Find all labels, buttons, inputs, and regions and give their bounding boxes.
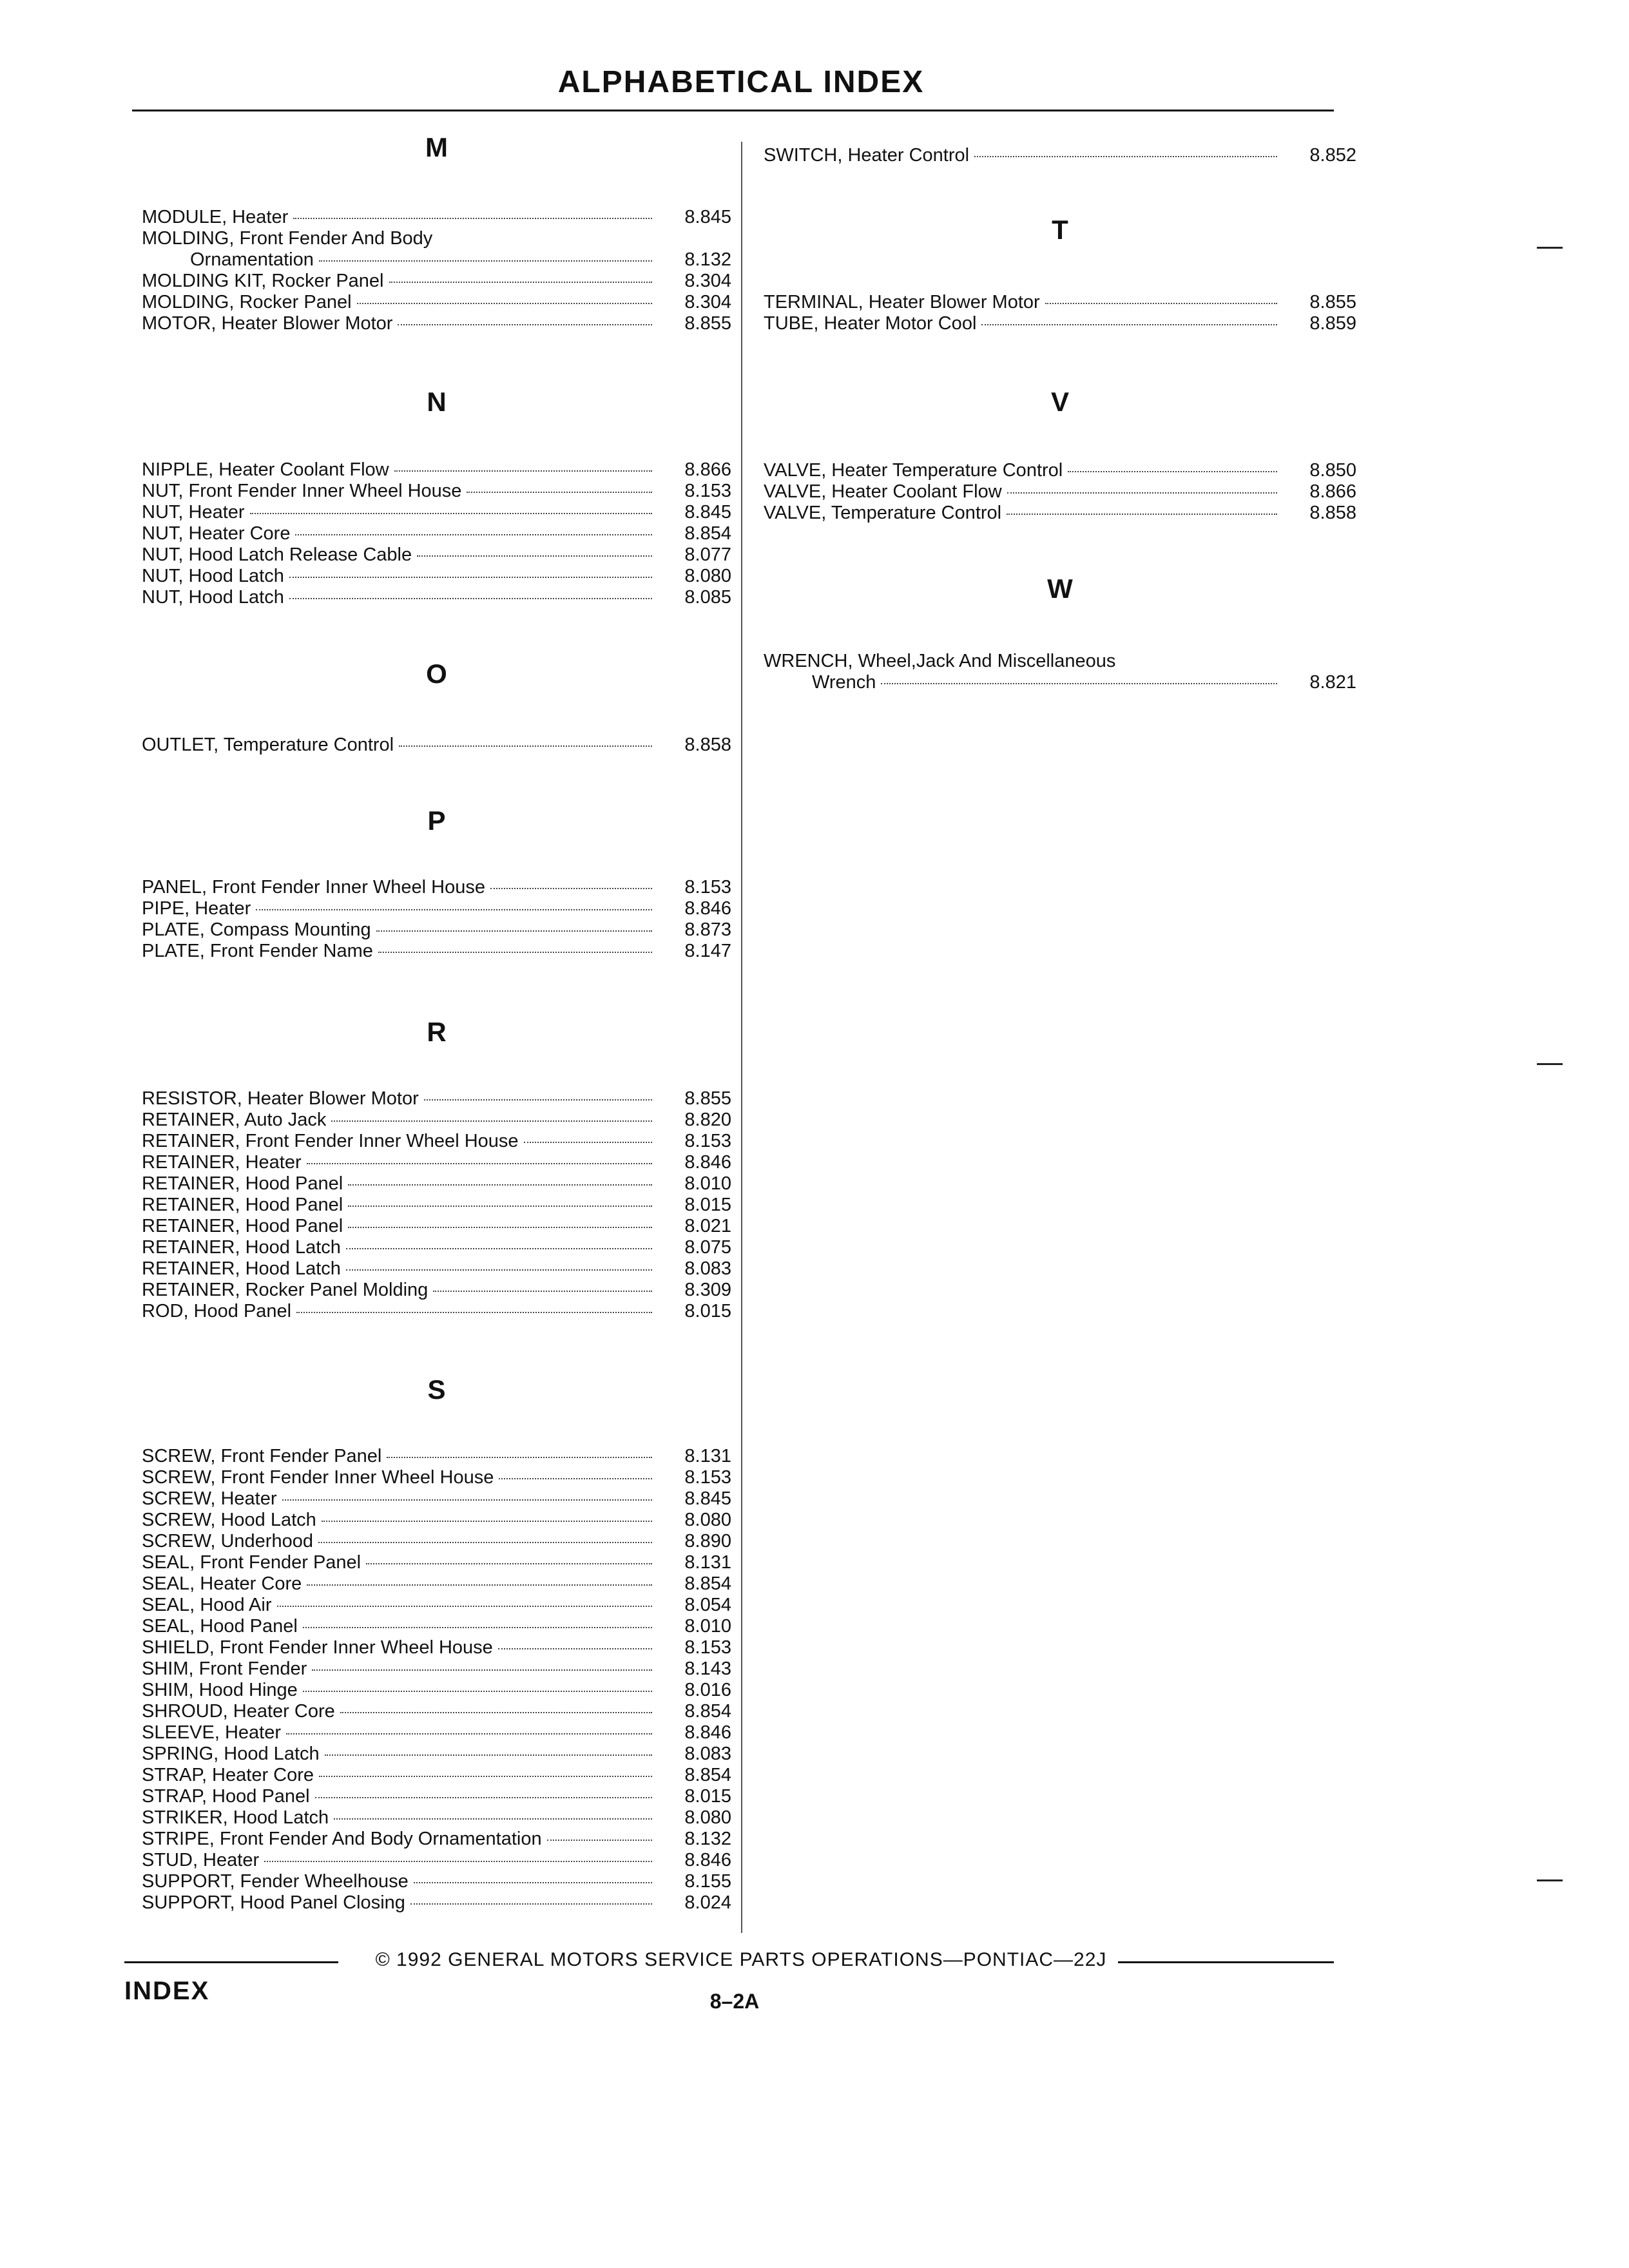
index-entry [142,1467,731,1488]
index-entry [142,459,731,481]
entry-page-number: 8.846 [684,1152,731,1173]
entry-page-number: 8.855 [684,1088,731,1109]
entry-page-number: 8.147 [684,941,731,961]
index-entry-list [764,460,1356,524]
entry-name: OUTLET, Temperature Control [142,735,394,755]
entry-name: VALVE, Heater Temperature Control [764,460,1063,481]
index-entry [142,1446,731,1467]
entry-page-number: 8.131 [684,1552,731,1573]
index-entry-list [142,877,731,962]
index-entry [142,1871,731,1892]
entry-name: MOLDING KIT, Rocker Panel [142,271,384,291]
dot-leader [307,1163,652,1164]
entry-page-number: 8.021 [684,1216,731,1236]
entry-name: VALVE, Heater Coolant Flow [764,481,1002,502]
entry-page-number: 8.855 [1309,292,1356,312]
entry-name: SCREW, Heater [142,1488,277,1509]
dot-leader [398,324,652,325]
entry-name: SCREW, Front Fender Panel [142,1446,382,1466]
index-entry [142,566,731,587]
index-entry [142,1258,731,1280]
dot-leader [378,952,652,953]
entry-page-number: 8.852 [1309,145,1356,166]
index-entry-list [764,292,1356,334]
entry-name: SCREW, Hood Latch [142,1510,316,1530]
index-entry [142,1216,731,1237]
dot-leader [410,1903,652,1905]
section-letter: M [425,132,448,162]
entry-name: RETAINER, Hood Panel [142,1195,343,1215]
dot-leader [974,156,1277,157]
dot-leader [307,1584,652,1586]
entry-name: RETAINER, Front Fender Inner Wheel House [142,1131,519,1151]
binding-mark [1537,1063,1563,1065]
entry-name: SUPPORT, Fender Wheelhouse [142,1871,409,1892]
dot-leader [424,1099,652,1100]
dot-leader [433,1291,652,1292]
entry-page-number: 8.010 [684,1173,731,1194]
entry-page-number: 8.080 [684,566,731,586]
entry-name: STUD, Heater [142,1850,260,1870]
index-entry [142,1658,731,1680]
index-entry [142,292,731,313]
dot-leader [295,534,652,535]
index-entry-list [142,735,731,756]
index-entry [142,249,731,271]
dot-leader [357,303,652,304]
entry-name: RETAINER, Rocker Panel Molding [142,1280,429,1300]
entry-name: NUT, Hood Latch [142,566,284,586]
entry-page-number: 8.015 [684,1195,731,1215]
entry-name: RETAINER, Hood Latch [142,1258,341,1279]
index-entry-list [764,145,1356,166]
index-entry [142,1595,731,1616]
page-title: ALPHABETICAL INDEX [557,65,925,99]
dot-leader [414,1882,652,1883]
entry-page-number: 8.850 [1309,460,1356,481]
entry-page-number: 8.866 [684,459,731,480]
entry-page-number: 8.846 [684,898,731,919]
entry-name: SEAL, Hood Panel [142,1616,298,1637]
entry-name: MOLDING, Front Fender And Body [142,228,433,249]
entry-name: SPRING, Hood Latch [142,1744,320,1764]
dot-leader [399,745,652,747]
entry-page-number: 8.010 [684,1616,731,1637]
entry-page-number: 8.859 [1309,313,1356,334]
dot-leader [348,1184,652,1186]
dot-leader [315,1797,652,1798]
entry-name: MODULE, Heater [142,207,289,227]
dot-leader [322,1521,652,1522]
entry-page-number: 8.085 [684,587,731,608]
index-entry [142,941,731,962]
dot-leader [319,260,652,262]
entry-page-number: 8.858 [1309,503,1356,523]
dot-leader [389,282,653,283]
entry-name: STRAP, Hood Panel [142,1786,310,1807]
entry-page-number: 8.866 [1309,481,1356,502]
entry-page-number: 8.153 [684,1637,731,1658]
footer-page-number: 8–2A [709,1990,760,2013]
index-entry [142,544,731,566]
entry-name: SWITCH, Heater Control [764,145,970,166]
entry-page-number: 8.846 [684,1722,731,1743]
index-entry [142,1131,731,1152]
entry-name: SHIELD, Front Fender Inner Wheel House [142,1637,493,1658]
entry-name: SUPPORT, Hood Panel Closing [142,1892,405,1913]
index-entry [142,1195,731,1216]
dot-leader [256,909,652,910]
index-entry [142,1531,731,1552]
dot-leader [376,930,652,932]
index-entry [142,1807,731,1829]
entry-name: SEAL, Front Fender Panel [142,1552,361,1573]
dot-leader [1068,471,1277,472]
index-entry [142,1765,731,1786]
dot-leader [498,1648,652,1649]
dot-leader [1007,492,1277,494]
section-letter: W [1047,573,1073,604]
index-entry [142,919,731,941]
entry-name: Ornamentation [190,249,314,270]
entry-name: RETAINER, Hood Panel [142,1173,343,1194]
index-entry [142,1280,731,1301]
index-entry [764,145,1356,166]
index-entry [142,877,731,898]
index-entry [142,1110,731,1131]
column-divider [741,142,742,1933]
index-entry [142,1680,731,1701]
dot-leader [387,1457,652,1458]
dot-leader [340,1712,652,1713]
index-entry [764,292,1356,313]
entry-page-number: 8.873 [684,919,731,940]
index-entry [142,1829,731,1850]
dot-leader [296,1312,652,1313]
entry-name: PIPE, Heater [142,898,251,919]
entry-name: SCREW, Front Fender Inner Wheel House [142,1467,494,1488]
entry-name: MOTOR, Heater Blower Motor [142,313,393,334]
entry-name: STRIKER, Hood Latch [142,1807,329,1828]
entry-page-number: 8.153 [684,1131,731,1151]
index-entry [142,1152,731,1173]
section-letter: N [427,387,447,417]
dot-leader [289,577,652,578]
index-entry [142,898,731,919]
entry-page-number: 8.854 [684,523,731,544]
entry-name: RETAINER, Hood Panel [142,1216,343,1236]
dot-leader [319,1776,652,1777]
binding-mark [1537,247,1563,249]
index-entry [142,523,731,544]
dot-leader [318,1542,652,1543]
entry-page-number: 8.304 [684,271,731,291]
entry-page-number: 8.845 [684,207,731,227]
dot-leader [1007,514,1277,515]
entry-name: ROD, Hood Panel [142,1301,292,1321]
index-entry [764,503,1356,524]
section-letter: S [427,1374,446,1405]
entry-name: MOLDING, Rocker Panel [142,292,352,312]
entry-page-number: 8.854 [684,1573,731,1594]
entry-page-number: 8.153 [684,481,731,501]
dot-leader [467,492,652,493]
dot-leader [277,1606,653,1607]
index-entry [142,1892,731,1914]
index-entry [142,1088,731,1110]
dot-leader [312,1669,652,1671]
index-entry [142,1744,731,1765]
title-underline [132,110,1334,111]
dot-leader [348,1227,652,1228]
entry-page-number: 8.143 [684,1658,731,1679]
entry-page-number: 8.858 [684,735,731,755]
entry-name: SEAL, Hood Air [142,1595,272,1615]
entry-page-number: 8.083 [684,1744,731,1764]
index-entry [764,672,1356,693]
entry-name: PLATE, Front Fender Name [142,941,373,961]
entry-name: PLATE, Compass Mounting [142,919,371,940]
entry-name: RESISTOR, Heater Blower Motor [142,1088,419,1109]
entry-page-number: 8.080 [684,1510,731,1530]
dot-leader [366,1563,652,1564]
dot-leader [1045,303,1277,304]
entry-page-number: 8.015 [684,1786,731,1807]
dot-leader [981,324,1277,325]
index-entry [764,651,1356,672]
dot-leader [334,1818,652,1820]
entry-name: VALVE, Temperature Control [764,503,1002,523]
dot-leader [282,1499,653,1501]
entry-page-number: 8.080 [684,1807,731,1828]
index-entry [142,1722,731,1744]
index-entry [142,1488,731,1510]
index-entry [142,1573,731,1595]
entry-page-number: 8.155 [684,1871,731,1892]
index-entry [142,1637,731,1658]
section-letter: T [1052,215,1068,245]
entry-name: SEAL, Heater Core [142,1573,302,1594]
index-entry [142,313,731,334]
entry-name: SHROUD, Heater Core [142,1701,335,1722]
entry-page-number: 8.845 [684,502,731,523]
entry-name: RETAINER, Heater [142,1152,302,1173]
index-entry [142,228,731,249]
index-entry [142,271,731,292]
entry-name: RETAINER, Auto Jack [142,1110,327,1130]
entry-page-number: 8.075 [684,1237,731,1258]
entry-name: RETAINER, Hood Latch [142,1237,341,1258]
dot-leader [286,1733,652,1735]
dot-leader [289,598,652,599]
index-entry [142,1850,731,1871]
index-entry-list [142,207,731,334]
index-entry [142,1301,731,1322]
entry-name: NUT, Hood Latch Release Cable [142,544,412,565]
dot-leader [881,683,1277,684]
index-entry-list [142,1446,731,1914]
entry-page-number: 8.132 [684,1829,731,1849]
dot-leader [331,1120,652,1122]
index-entry [764,481,1356,503]
index-entry [142,587,731,608]
index-entry [142,481,731,502]
entry-name: NUT, Hood Latch [142,587,284,608]
entry-name: TERMINAL, Heater Blower Motor [764,292,1040,312]
entry-page-number: 8.304 [684,292,731,312]
index-entry [142,1701,731,1722]
entry-name: STRIPE, Front Fender And Body Ornamentation [142,1829,542,1849]
dot-leader [417,555,652,557]
entry-page-number: 8.153 [684,877,731,898]
entry-name: SCREW, Underhood [142,1531,313,1552]
entry-page-number: 8.153 [684,1467,731,1488]
entry-name: Wrench [812,672,876,693]
entry-name: SHIM, Hood Hinge [142,1680,298,1700]
index-entry [142,1786,731,1807]
footer-section-label: INDEX [124,1977,210,2005]
copyright-line: © 1992 GENERAL MOTORS SERVICE PARTS OPERATIONS—PONTIAC—22J [375,1949,1107,1970]
entry-name: WRENCH, Wheel,Jack And Miscellaneous [764,651,1116,671]
dot-leader [348,1206,652,1207]
dot-leader [293,218,652,219]
entry-page-number: 8.854 [684,1765,731,1785]
entry-name: NUT, Front Fender Inner Wheel House [142,481,462,501]
index-entry [142,1552,731,1573]
dot-leader [303,1627,652,1628]
entry-page-number: 8.854 [684,1701,731,1722]
entry-page-number: 8.016 [684,1680,731,1700]
entry-page-number: 8.015 [684,1301,731,1321]
section-letter: R [427,1017,447,1047]
index-entry [142,207,731,228]
index-entry-list [764,651,1356,693]
dot-leader [547,1840,652,1841]
index-entry [142,1616,731,1637]
section-letter: P [427,805,446,836]
index-entry [764,313,1356,334]
binding-mark [1537,1879,1563,1881]
entry-page-number: 8.846 [684,1850,731,1870]
entry-page-number: 8.855 [684,313,731,334]
entry-page-number: 8.077 [684,544,731,565]
dot-leader [490,888,652,889]
index-entry-list [142,459,731,608]
dot-leader [250,513,652,514]
entry-page-number: 8.083 [684,1258,731,1279]
entry-name: STRAP, Heater Core [142,1765,314,1785]
entry-page-number: 8.132 [684,249,731,270]
index-entry [142,735,731,756]
section-letter: O [426,658,447,689]
entry-page-number: 8.820 [684,1110,731,1130]
entry-page-number: 8.309 [684,1280,731,1300]
dot-leader [346,1269,652,1271]
dot-leader [264,1861,652,1862]
dot-leader [499,1478,652,1479]
index-entry [142,1237,731,1258]
entry-name: SHIM, Front Fender [142,1658,307,1679]
index-entry [764,460,1356,481]
section-letter: V [1050,387,1069,417]
entry-page-number: 8.131 [684,1446,731,1466]
dot-leader [524,1142,652,1143]
dot-leader [394,470,652,472]
entry-name: NUT, Heater Core [142,523,291,544]
entry-page-number: 8.024 [684,1892,731,1913]
dot-leader [325,1754,652,1756]
index-entry [142,1510,731,1531]
index-entry-list [142,1088,731,1322]
entry-name: NIPPLE, Heater Coolant Flow [142,459,389,480]
entry-page-number: 8.054 [684,1595,731,1615]
dot-leader [346,1248,652,1249]
entry-page-number: 8.890 [684,1531,731,1552]
dot-leader [303,1691,652,1692]
entry-name: TUBE, Heater Motor Cool [764,313,977,334]
index-entry [142,1173,731,1195]
entry-page-number: 8.845 [684,1488,731,1509]
entry-page-number: 8.821 [1309,672,1356,693]
entry-name: NUT, Heater [142,502,245,523]
index-entry [142,502,731,523]
entry-name: PANEL, Front Fender Inner Wheel House [142,877,485,898]
entry-name: SLEEVE, Heater [142,1722,281,1743]
